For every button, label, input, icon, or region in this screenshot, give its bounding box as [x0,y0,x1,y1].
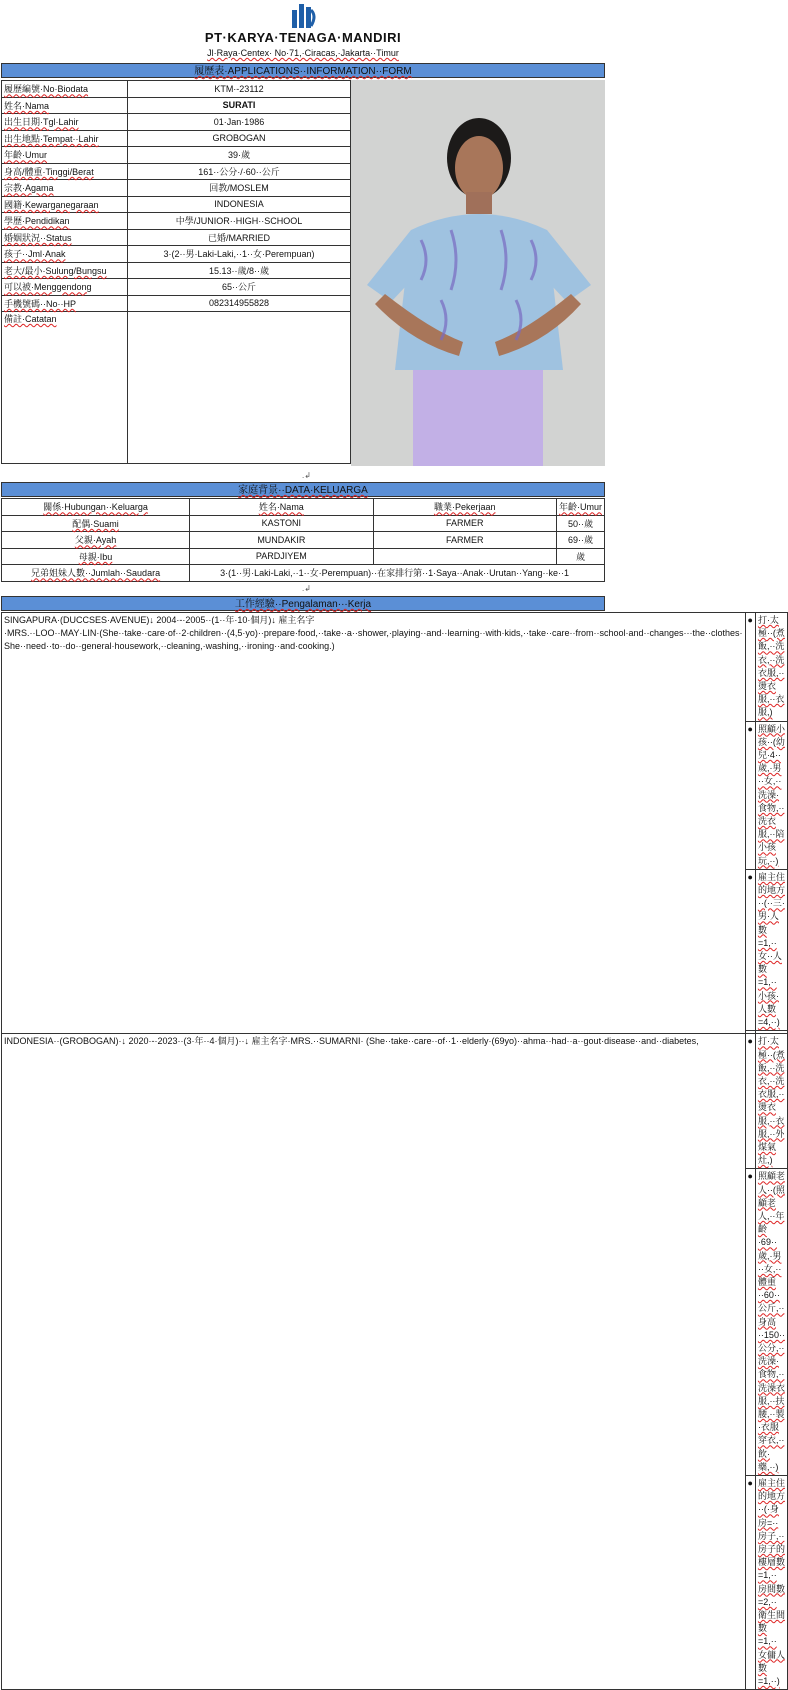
field-label: 宗教·Agama [2,180,128,197]
family-cell: 歲 [556,548,604,565]
field-value: 回教/MOSLEM [128,180,351,197]
applicant-row [2,295,351,312]
applicant-row [2,196,351,213]
field-value: 161··公分·/·60··公斤 [128,163,351,180]
family-cell: FARMER [373,515,556,532]
family-cell: 配偶·Suami [2,515,190,532]
field-value: KTM·-23112 [128,81,351,98]
column-header: 關係·Hubungan··Keluarga [2,499,190,516]
column-header: 年齡·Umur [556,499,604,516]
field-label: 出生日期·Tgl·Lahir [2,114,128,131]
job-duty: 照顧小孩··(幼兒·4··歲,·男··女,··洗澡·食物,··洗衣服,··陪小孩玩,··) [755,721,787,869]
person-photo-icon [351,80,605,466]
bullet-icon: ● [745,721,755,869]
experience-row [2,613,788,722]
field-value: 已婚/MARRIED [128,229,351,246]
field-value: 01·Jan·1986 [128,114,351,131]
family-cell: MUNDAKIR [190,532,373,549]
family-cell: FARMER [373,532,556,549]
field-label: 身高/體重·Tinggi/Berat [2,163,128,180]
experience-title: 工作經驗··Pengalaman···Kerja [1,596,605,611]
field-label: 婚姻狀況··Status [2,229,128,246]
bullet-icon: ● [745,613,755,722]
siblings-row [2,565,605,582]
family-cell [373,548,556,565]
applicant-row [2,97,351,114]
family-cell: 母親·Ibu [2,548,190,565]
applicant-row [2,147,351,164]
field-value: GROBOGAN [128,130,351,147]
field-label: 學歷·Pendidikan [2,213,128,230]
field-label: 手機號碼··No··HP [2,295,128,312]
field-value: 3·(2··男·Laki-Laki,··1··女·Perempuan) [128,246,351,263]
field-label: 年齡·Umur [2,147,128,164]
applicant-row [2,114,351,131]
experience-table [1,612,788,1690]
field-label: 姓名·Nama [2,97,128,114]
field-value: 39·歲 [128,147,351,164]
field-label: 可以被·Menggendong [2,279,128,296]
applicant-row [2,262,351,279]
field-label: 國籍·Kewarganegaraan [2,196,128,213]
family-row [2,548,605,565]
family-cell: KASTONI [190,515,373,532]
family-cell: 父親·Ayah [2,532,190,549]
field-value: SURATI [128,97,351,114]
family-title: 家庭背景··DATA·KELUARGA [1,482,605,497]
field-label: 孩子··Jml·Anak [2,246,128,263]
siblings-value: 3·(1··男·Laki-Laki,··1··女·Perempuan)··在家排行第··1·Saya··Anak··Urutan··Yang··ke··1 [190,565,605,582]
bullet-icon: ● [745,1034,755,1169]
job-duty: 照顧老人··(照顧老人,··年齡·69··歲,·男··女,··體重··60··公斤,··身高··150··公分,··洗澡·食物,··洗澡衣服,··扶腰,··製·衣服穿衣,··飲·藥,··) [755,1169,787,1476]
field-value: 082314955828 [128,295,351,312]
siblings-label: 兄弟姐妹人數··Jumlah··Saudara [2,565,190,582]
field-value: 65··公斤 [128,279,351,296]
field-value: 15.13··歲/8··歲 [128,262,351,279]
job-duty: 雇主住的地方··(·身房=··房子,··房子的樓層數=1,··房間數=2,··衛生間數=1,··女傭人數=1,··) [755,1476,787,1690]
family-header-row [2,499,605,516]
field-label: 備註·Catatan [2,312,128,464]
family-cell: 69··歲 [556,532,604,549]
applicant-row [2,81,351,98]
applicant-row [2,279,351,296]
experience-row [2,1034,788,1169]
company-logo-icon [289,2,319,30]
applicant-row [2,246,351,263]
family-table [1,498,605,582]
company-name: PT·KARYA·TENAGA·MANDIRI [204,30,402,45]
bullet-icon: ● [745,869,755,1030]
job-summary: SINGAPURA·(DUCCSES·AVENUE)↓ 2004·-·2005··(1··年·10·個月)↓ 雇主名字·MRS.··LOO··MAY·LIN·(She··take··care·of··2·children··(4,5·yo)··prepare·food,··take··a··shower,·playing··and··learning··with·kids,··take··care··from··school·and··changes···the··clothes· She··need··to··do··general·housework,··cleaning,·washing,··ironing··and·cooking.) [2,613,746,1034]
applicant-row [2,229,351,246]
job-duty: 打·太極··(煮飯,··洗衣,··洗衣服,··燙衣服,··衣服,··外煤氣灶,) [755,1034,787,1169]
family-cell: 50··歲 [556,515,604,532]
column-header: 姓名·Nama [190,499,373,516]
applicant-photo [351,80,605,466]
field-label: 出生地點·Tempat··Lahir [2,130,128,147]
company-address: Jl·Raya·Centex· No·71,·Ciracas,·Jakarta··Timur [207,48,399,58]
column-header: 職業·Pekerjaan [373,499,556,516]
family-row [2,532,605,549]
field-value: 中學/JUNIOR··HIGH··SCHOOL [128,213,351,230]
job-duty: 雇主住的地方··(··三·男·人數=1,··女··人數=1,··小孩·人數=4,··) [755,869,787,1030]
field-label: 老大/最小·Sulung/Bungsu [2,262,128,279]
family-row [2,515,605,532]
job-summary: INDONESIA··(GROBOGAN)·↓ 2020·-·2023··(3·年··4·個月)··↓ 雇主名字·MRS.··SUMARNI· (She··take··care··of··1··elderly·(69yo)··ahma··had··a··gout·disease··and··diabetes, [2,1034,746,1690]
bullet-icon: ● [745,1476,755,1690]
applicant-row [2,213,351,230]
field-label: 履歷編號·No·Biodata [2,81,128,98]
applicant-row [2,130,351,147]
form-title: 履歷表·APPLICATIONS··INFORMATION··FORM [1,63,605,78]
applicant-row [2,312,351,464]
applicant-table [1,80,351,464]
field-value: INDONESIA [128,196,351,213]
family-cell: PARDJIYEM [190,548,373,565]
applicant-row [2,180,351,197]
job-duty: 打·太極··(煮飯,··洗衣,··洗衣服,··燙衣服,··衣服,) [755,613,787,722]
bullet-icon: ● [745,1169,755,1476]
field-value [128,312,351,464]
applicant-row [2,163,351,180]
